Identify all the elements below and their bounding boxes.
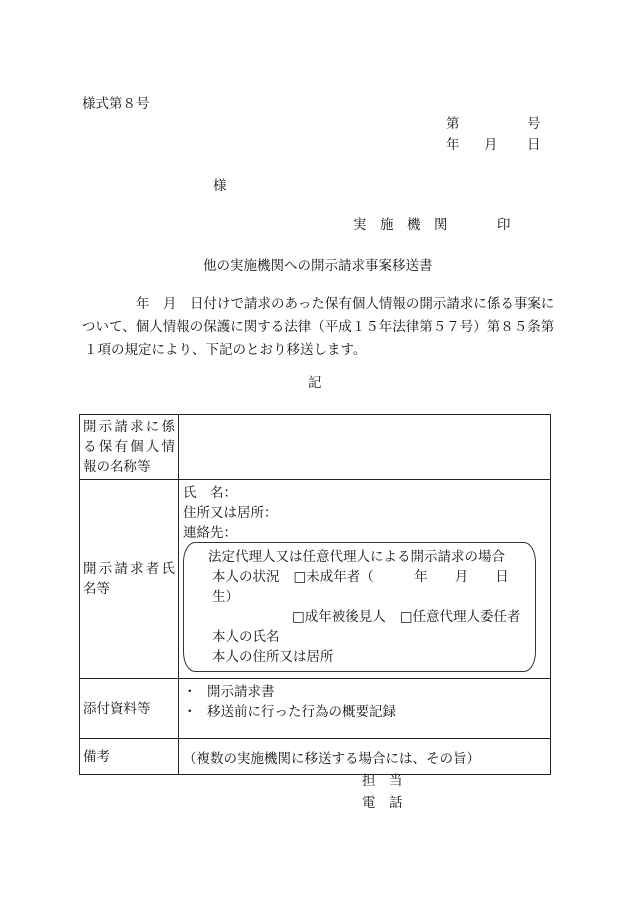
date-day: 日 — [527, 137, 541, 153]
bullet-icon: ・ — [183, 704, 197, 720]
body-line-3: １項の規定により、下記のとおり移送します。 — [84, 342, 367, 358]
value-information-name — [179, 415, 551, 480]
person-in-charge: 担 当 — [362, 773, 403, 789]
date-month: 月 — [484, 137, 498, 153]
principal-name: 本人の氏名 — [212, 629, 280, 645]
value-remarks: （複数の実施機関に移送する場合には、その旨） — [179, 739, 551, 775]
attachment-item: ・ 移送前に行った行為の概要記録 — [183, 704, 396, 720]
row-attachments — [80, 679, 551, 739]
principal-status — [208, 567, 525, 607]
date-year: 年 — [446, 137, 460, 153]
row-information-name — [80, 415, 551, 480]
doc-number-suffix: 号 — [527, 116, 541, 132]
phone: 電 話 — [362, 795, 403, 811]
label-line: 開示請求に係 — [83, 419, 175, 435]
issuer-agency: 実 施 機 関 — [353, 217, 448, 233]
requester-address: 住所又は居所： — [183, 505, 278, 521]
ward-checkbox: □成年被後見人 — [292, 609, 386, 625]
label-line: る保有個人情 — [83, 439, 175, 455]
row-remarks — [80, 739, 551, 775]
issuer-seal: 印 — [497, 217, 511, 233]
value-attachments — [179, 679, 551, 739]
label-line: 名等 — [83, 581, 110, 597]
body-line-1: 年 月 日付けで請求のあった保有個人情報の開示請求に係る事案に — [136, 296, 555, 312]
delegated-checkbox: □任意代理人委任者 — [399, 609, 521, 625]
body-paragraph — [82, 293, 556, 362]
label-requester — [80, 480, 179, 679]
attachment-item: ・ 開示請求書 — [183, 684, 275, 700]
ki-heading: 記 — [308, 375, 322, 391]
requester-name: 氏 名： — [183, 485, 237, 501]
label-attachments: 添付資料等 — [80, 679, 179, 739]
transfer-table — [79, 414, 551, 775]
agent-request-box — [183, 542, 536, 672]
addressee-suffix: 様 — [213, 178, 227, 194]
doc-number-prefix: 第 — [446, 116, 460, 132]
value-requester — [179, 480, 551, 679]
document-title: 他の実施機関への開示請求事案移送書 — [203, 258, 433, 274]
label-line: 開示請求者氏 — [83, 561, 175, 577]
label-information-name — [80, 415, 179, 480]
bullet-icon: ・ — [183, 684, 197, 700]
principal-address: 本人の住所又は居所 — [212, 649, 334, 665]
row-requester — [80, 480, 551, 679]
status-label: 本人の状況 — [212, 569, 280, 585]
label-remarks: 備考 — [80, 739, 179, 775]
label-line: 報の名称等 — [83, 459, 151, 475]
form-number: 様式第８号 — [82, 96, 150, 112]
body-line-2: ついて、個人情報の保護に関する法律（平成１５年法律第５７号）第８５条第 — [82, 319, 555, 335]
requester-contact: 連絡先： — [183, 525, 237, 541]
agent-heading: 法定代理人又は任意代理人による開示請求の場合 — [208, 549, 505, 565]
minor-checkbox: □未成年者（ 年 月 日生） — [212, 569, 509, 605]
principal-status-2 — [208, 607, 525, 627]
